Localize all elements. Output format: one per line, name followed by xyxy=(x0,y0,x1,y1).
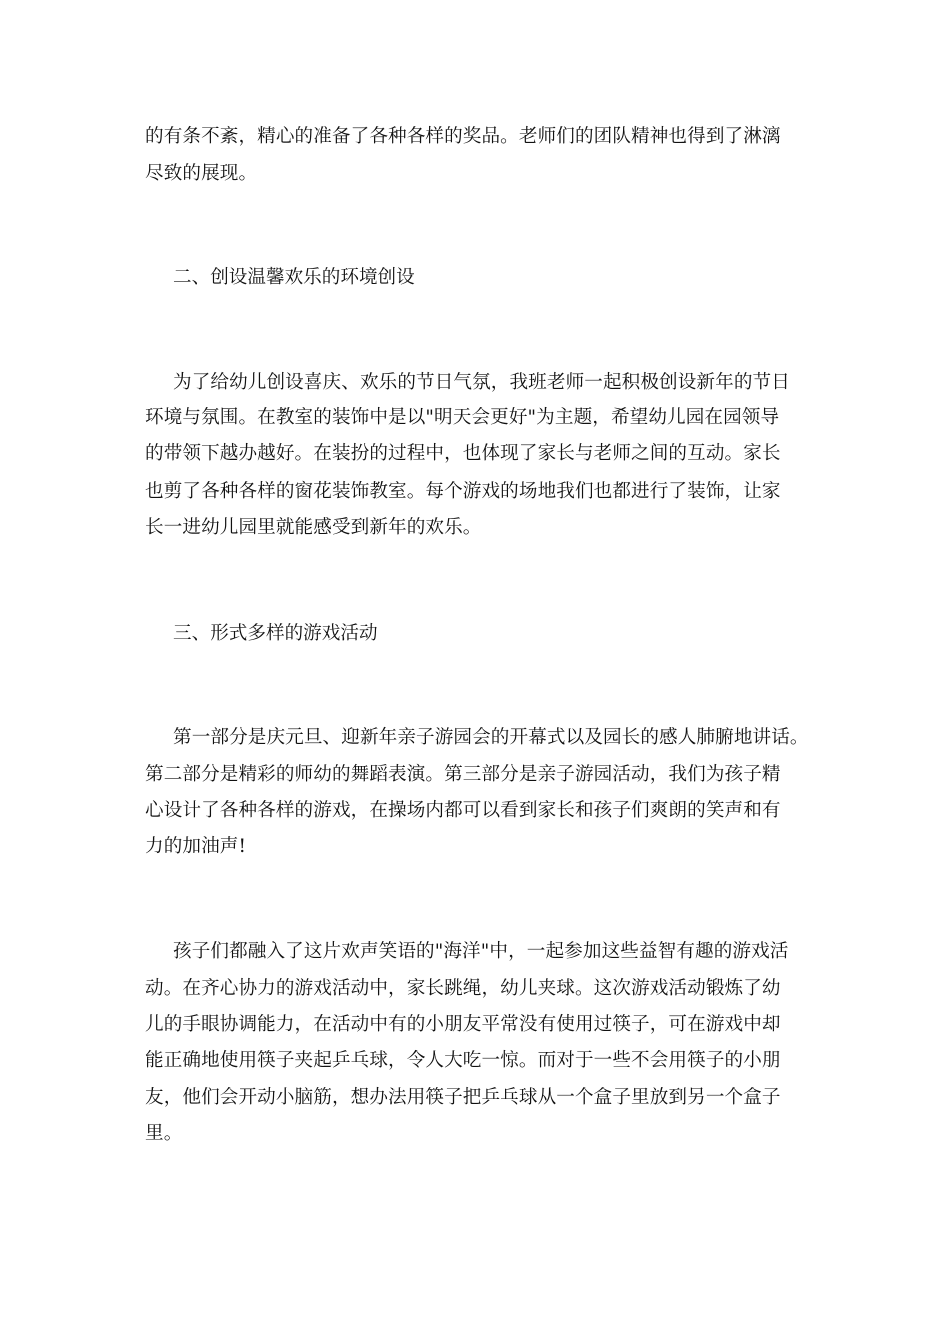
paragraph-line: 里。 xyxy=(145,1123,183,1144)
paragraph-line: 孩子们都融入了这片欢声笑语的"海洋"中，一起参加这些益智有趣的游戏活 xyxy=(173,941,789,962)
paragraph-line: 第二部分是精彩的师幼的舞蹈表演。第三部分是亲子游园活动，我们为孩子精 xyxy=(145,764,781,785)
paragraph-line: 长一进幼儿园里就能感受到新年的欢乐。 xyxy=(145,517,482,538)
paragraph-line: 环境与氛围。在教室的装饰中是以"明天会更好"为主题，希望幼儿园在园领导 xyxy=(145,407,780,428)
paragraph-line: 心设计了各种各样的游戏，在操场内都可以看到家长和孩子们爽朗的笑声和有 xyxy=(145,800,781,821)
paragraph-line: 动。在齐心协力的游戏活动中，家长跳绳，幼儿夹球。这次游戏活动锻炼了幼 xyxy=(145,978,781,999)
paragraph-line: 友，他们会开动小脑筋，想办法用筷子把乒乓球从一个盒子里放到另一个盒子 xyxy=(145,1087,781,1108)
paragraph-line: 尽致的展现。 xyxy=(145,163,258,184)
paragraph-line: 也剪了各种各样的窗花装饰教室。每个游戏的场地我们也都进行了装饰，让家 xyxy=(145,481,781,502)
paragraph-line: 儿的手眼协调能力，在活动中有的小朋友平常没有使用过筷子，可在游戏中却 xyxy=(145,1014,781,1035)
paragraph-line: 第一部分是庆元旦、迎新年亲子游园会的开幕式以及园长的感人肺腑地讲话。 xyxy=(173,727,809,748)
paragraph-line: 能正确地使用筷子夹起乒乓球，令人大吃一惊。而对于一些不会用筷子的小朋 xyxy=(145,1050,781,1071)
section-heading-3: 三、形式多样的游戏活动 xyxy=(173,623,378,644)
paragraph-line: 力的加油声! xyxy=(145,836,247,857)
paragraph-line: 为了给幼儿创设喜庆、欢乐的节日气氛，我班老师一起积极创设新年的节日 xyxy=(173,372,790,393)
paragraph-line: 的有条不紊，精心的准备了各种各样的奖品。老师们的团队精神也得到了淋漓 xyxy=(145,126,781,147)
paragraph-line: 的带领下越办越好。在装扮的过程中，也体现了家长与老师之间的互动。家长 xyxy=(145,443,781,464)
section-heading-2: 二、创设温馨欢乐的环境创设 xyxy=(173,267,415,288)
